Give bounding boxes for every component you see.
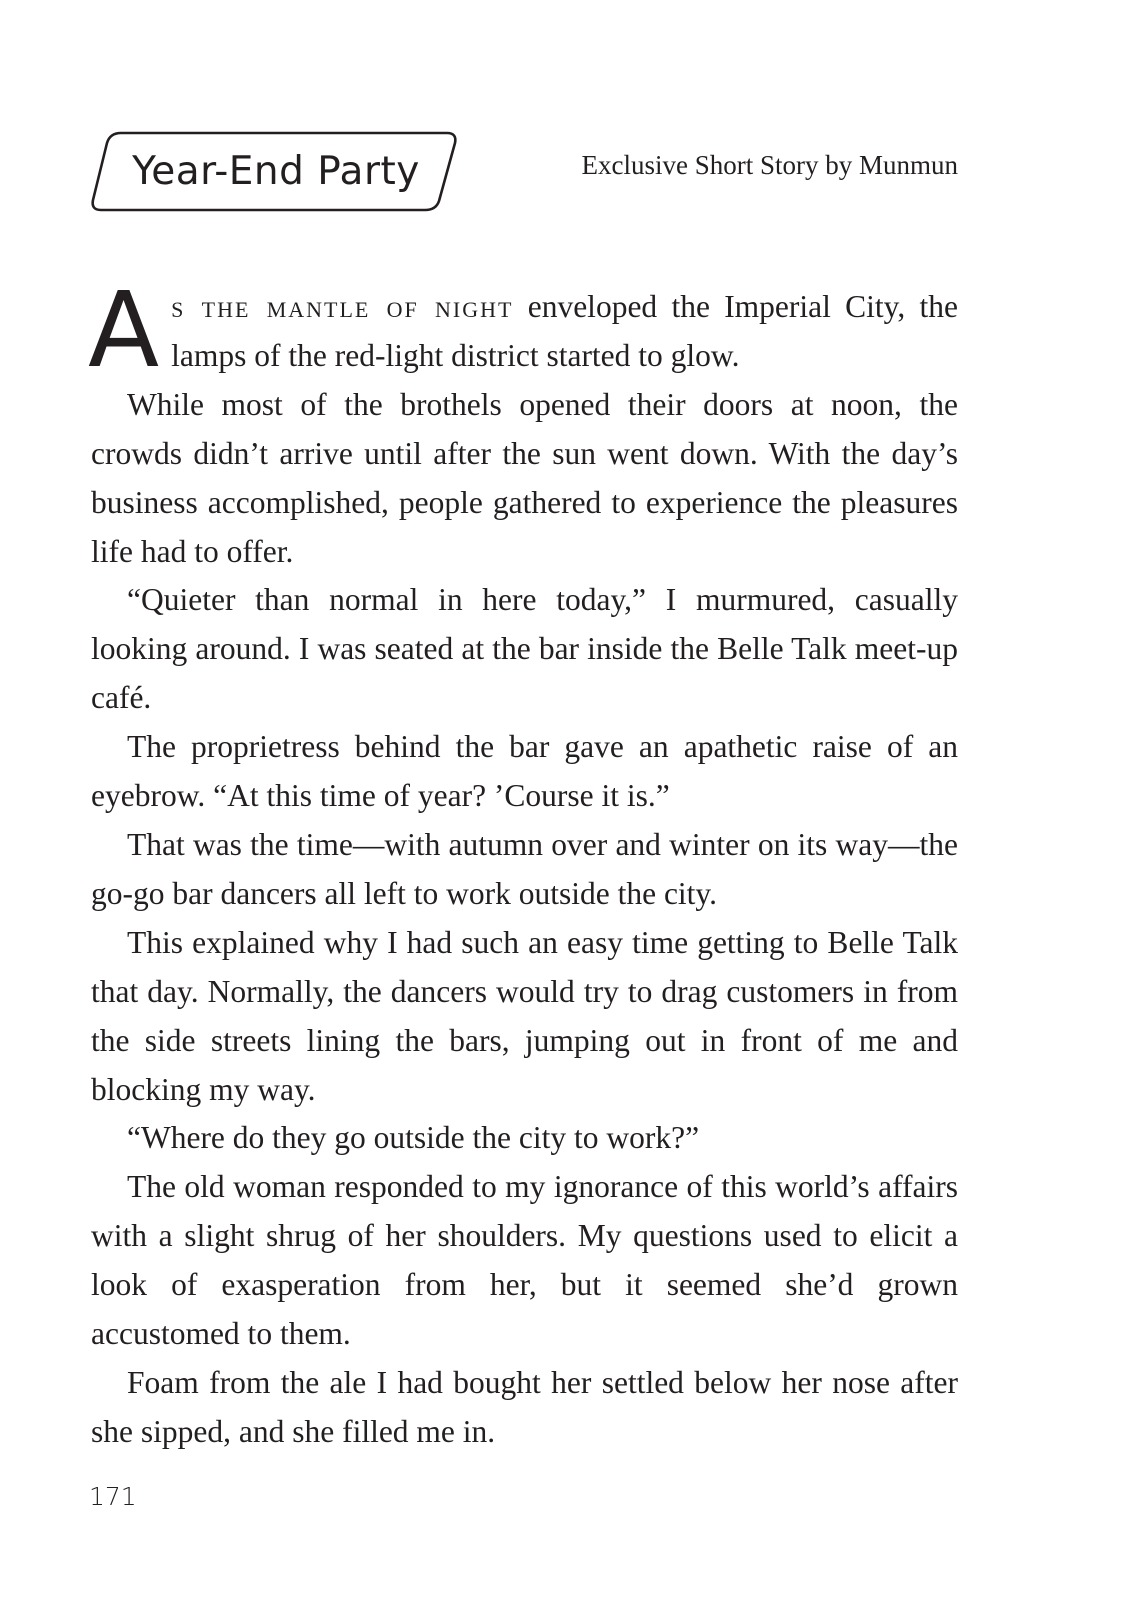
- paragraph-2: While most of the brothels opened their doors at noon, the crowds didn’t arrive until after the sun went down. With the day’s business accomplished, people gathered to experience the pleasures life had to offer.: [91, 386, 958, 569]
- story-body: [88, 269, 959, 1457]
- page-number: 171: [89, 1482, 137, 1511]
- chapter-title-box: [89, 131, 459, 212]
- paragraph-3: “Quieter than normal in here today,” I murmured, casually looking around. I was seated at the bar inside the Belle Talk meet-up café.: [91, 582, 958, 716]
- paragraph-5: That was the time—with autumn over and winter on its way—the go-go bar dancers all left to work outside the city.: [91, 826, 958, 911]
- chapter-title: Year-End Party: [132, 149, 420, 194]
- opening-smallcaps: s the mantle of night: [171, 289, 514, 324]
- paragraph-1-text: enveloped the Imperial City, the lamps of the red-light district started to glow.: [171, 289, 959, 373]
- paragraph-7: “Where do they go outside the city to work?”: [127, 1120, 700, 1156]
- paragraph-1: [88, 269, 959, 391]
- paragraph-8: The old woman responded to my ignorance of this world’s affairs with a slight shrug of her shoulders. My questions used to elicit a look of exasperation from her, but it seemed she’d grown accustomed to them.: [91, 1169, 958, 1352]
- paragraph-4: The proprietress behind the bar gave an apathetic raise of an eyebrow. “At this time of year? ’Course it is.”: [91, 729, 958, 814]
- paragraph-6: This explained why I had such an easy time getting to Belle Talk that day. Normally, the dancers would try to drag customers in from the side streets lining the bars, jumping out in front of me and blocking my way.: [91, 924, 958, 1107]
- story-byline: Exclusive Short Story by Munmun: [581, 150, 958, 180]
- paragraph-9: Foam from the ale I had bought her settled below her nose after she sipped, and she filled me in.: [91, 1364, 958, 1449]
- drop-cap: A: [88, 269, 160, 391]
